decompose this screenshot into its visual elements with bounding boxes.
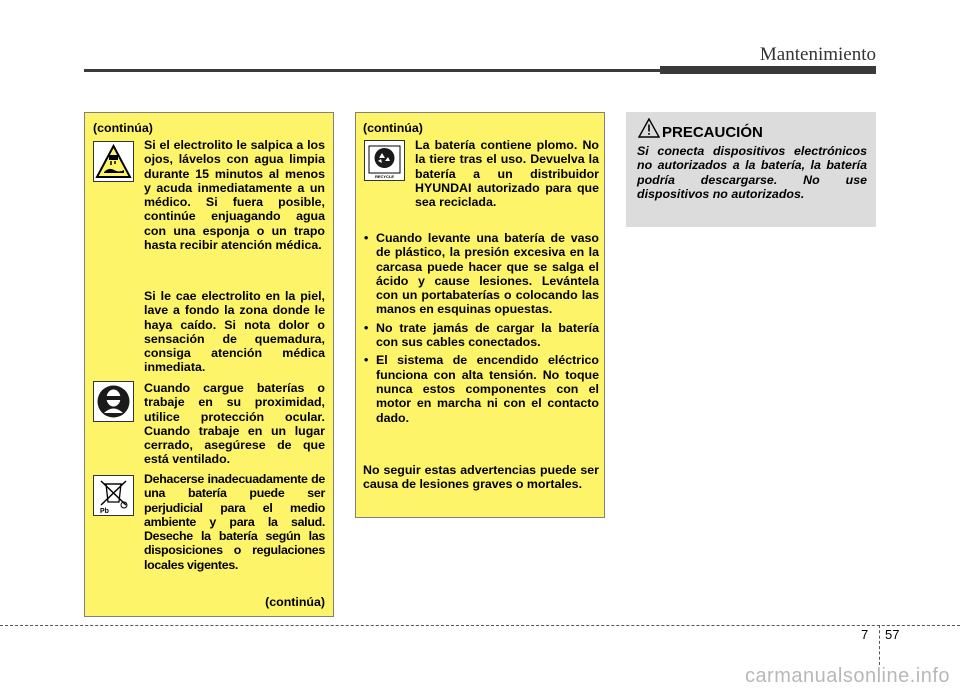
page-number-divider xyxy=(879,625,880,665)
caution-text: Si conecta dispositivos electrónicos no autorizados a la batería, la batería podría descargarse. No use dispositivos no autorizados. xyxy=(637,144,867,201)
watermark: carmanualsonline.info xyxy=(744,665,950,687)
warning-box-middle xyxy=(355,112,605,518)
caution-title: PRECAUCIÓN xyxy=(662,124,763,141)
page-number: 57 xyxy=(885,627,900,642)
warning-conclusion: No seguir estas advertencias puede ser causa de lesiones graves o mortales. xyxy=(363,463,599,492)
continued-label: (continúa) xyxy=(93,121,153,135)
continued-label-bottom: (continúa) xyxy=(265,595,325,609)
recycle-label: RECYCLE xyxy=(374,174,395,179)
list-item: • Cuando levante una batería de vaso de plástico, la presión excesiva en la carcasa puede hacer que se salga el ácido y cause lesiones. Levántela con un portabaterías o colocando las manos en esquinas opuestas. xyxy=(363,231,599,317)
warning-triangle-icon xyxy=(638,118,660,138)
battery-disposal-icon xyxy=(93,475,134,516)
skin-contact-paragraph: Si le cae electrolito en la piel, lave a fondo la zona donde le haya caído. Si nota dolor o sensación de quemadura, consiga atención médica inmediata. xyxy=(144,289,325,375)
warning-box-left xyxy=(84,112,334,617)
continued-label: (continúa) xyxy=(363,121,423,135)
recycle-icon xyxy=(364,140,405,181)
chapter-number: 7 xyxy=(861,627,869,642)
list-item: • No trate jamás de cargar la batería con sus cables conectados. xyxy=(363,321,599,350)
pb-label: Pb xyxy=(100,508,109,515)
eye-protection-icon xyxy=(93,381,134,422)
acid-burn-icon xyxy=(93,141,134,182)
section-title: Mantenimiento xyxy=(759,44,876,65)
header-rule-accent xyxy=(660,66,876,74)
lead-battery-paragraph: La batería contiene plomo. No la tiere tras el uso. Devuelva la batería a un distribuidor HYUNDAI autorizado para que sea reciclada. xyxy=(415,138,599,210)
warning-list xyxy=(363,231,599,429)
list-item: • El sistema de encendido eléctrico funciona con alta tensión. No toque nunca estos componentes con el motor en marcha ni con el contacto dado. xyxy=(363,353,599,424)
disposal-paragraph: Dehacerse inadecuadamente de una batería puede ser perjudicial para el medio ambiente y para la salud. Deseche la batería según las disposiciones o regulaciones locales vigentes. xyxy=(144,472,325,572)
eye-splash-paragraph: Si el electrolito le salpica a los ojos, lávelos con agua limpia durante 15 minutos al menos y acuda inmediatamente a un médico. Si fuera posible, continúe enjuagando agua con una esponja o un trapo hasta recibir atención médica. xyxy=(144,138,325,253)
footer-divider xyxy=(0,625,960,626)
eye-protection-paragraph: Cuando cargue baterías o trabaje en su proximidad, utilice protección ocular. Cuando trabaje en un lugar cerrado, asegúrese de que está ventilado. xyxy=(144,381,325,467)
caution-box xyxy=(626,112,876,227)
